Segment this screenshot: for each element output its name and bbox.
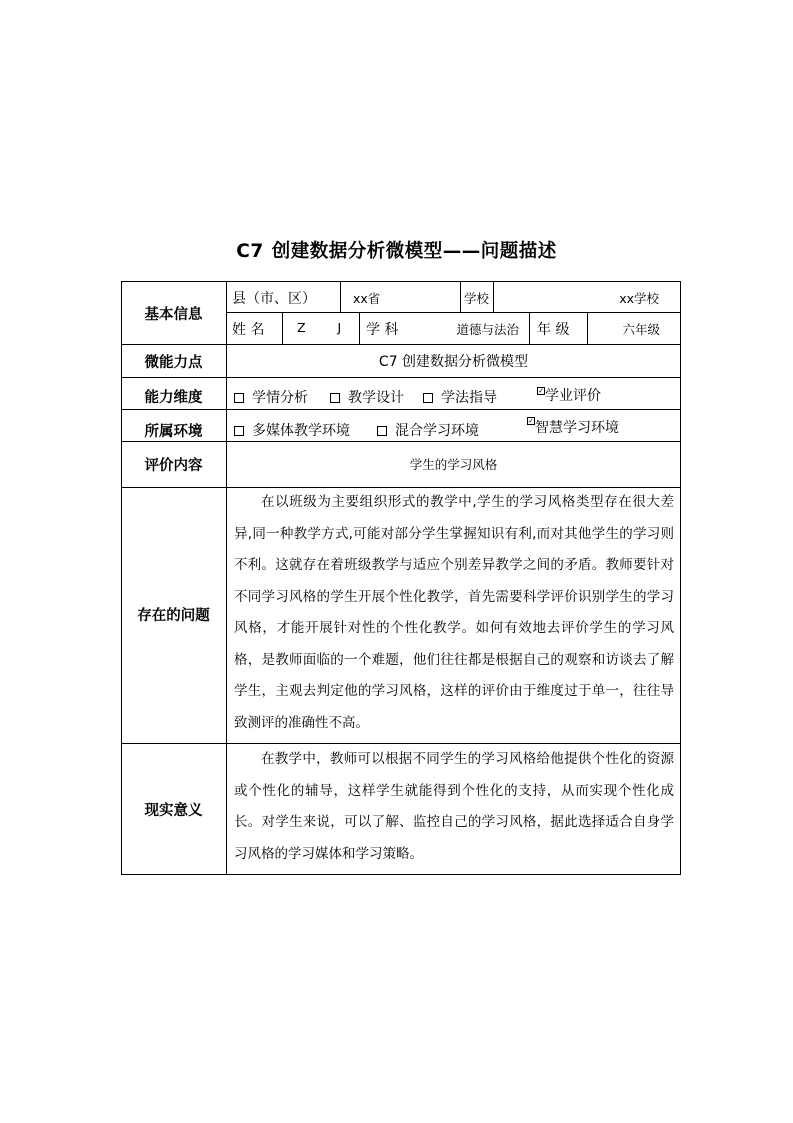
grade-value: 六年级 [622,322,660,337]
checked-checkbox-icon[interactable]: ✓ [528,417,534,425]
title-text: 创建数据分析微模型——问题描述 [271,241,557,262]
page-title [0,237,793,263]
significance-label: 现实意义 [144,803,203,819]
checkbox-icon[interactable] [377,426,387,436]
micro-ability-value: C7 创建数据分析微模型 [378,354,529,370]
environment-option-label: 多媒体教学环境 [252,423,350,439]
environment-label: 所属环境 [144,424,203,440]
name-label: 姓 名 [232,322,265,338]
title-code: C7 [236,241,264,262]
form-table [121,281,681,875]
ability-option-label: 教学设计 [348,390,404,406]
micro-ability-label: 微能力点 [144,355,203,371]
environment-option-0[interactable] [234,420,350,440]
cell-divider [340,281,341,312]
environment-option-label: 智慧学习环境 [535,420,619,436]
school-value: xx学校 [619,291,659,306]
ability-option-label: 学业评价 [545,388,601,404]
checked-checkbox-icon[interactable]: ✓ [538,387,544,395]
evaluation-label: 评价内容 [144,458,203,474]
checkbox-icon[interactable] [330,393,340,403]
row-divider [121,441,681,442]
table-border-right [680,281,681,875]
ability-option-0[interactable] [234,387,308,407]
ability-option-2[interactable] [423,387,497,407]
ability-option-label: 学情分析 [252,390,308,406]
row-divider [121,409,681,410]
province-value: xx省 [353,291,381,306]
basic-info-label: 基本信息 [144,307,203,323]
school-label: 学校 [463,291,489,306]
subject-label: 学 科 [366,322,399,338]
row-divider [121,344,681,345]
table-border-bottom [121,874,681,875]
significance-text: 在教学中，教师可以根据不同学生的学习风格给他提供个性化的资源或个性化的辅导，这样学生就能得到个性化的支持，从而实现个性化成长。对学生来说，可以了解、监控自己的学习风格，据此选择适合自身学习风格的学习媒体和学习策略。 [234,751,674,862]
cell-divider [493,281,494,312]
problem-text: 在以班级为主要组织形式的教学中,学生的学习风格类型存在很大差异,同一种教学方式,可能对部分学生掌握知识有利,而对其他学生的学习则不利。这就存在着班级教学与适应个别差异教学之间的矛盾。教师要针对不同学习风格的学生开展个性化教学，首先需要科学评价识别学生的学习风格，才能开展针对性的个性化教学。如何有效地去评价学生的学习风格，是教师面临的一个难题，他们往往都是根据自己的观察和访谈去了解学生，主观去判定他的学习风格，这样的评价由于维度过于单一，往往导致测评的准确性不高。 [234,494,674,731]
county-label: 县（市、区） [232,291,316,307]
checkbox-icon[interactable] [423,393,433,403]
evaluation-value: 学生的学习风格 [409,457,498,472]
grade-label: 年 级 [537,322,570,338]
environment-option-label: 混合学习环境 [395,423,479,439]
row-divider [121,377,681,378]
name-value: Z J [297,320,356,335]
subject-value: 道德与法治 [456,322,519,337]
ability-option-1[interactable] [330,387,404,407]
checkbox-icon[interactable] [234,426,244,436]
ability-dimension-label: 能力维度 [144,390,203,406]
table-border-top [121,281,681,282]
cell-divider [282,312,283,344]
ability-option-label: 学法指导 [441,390,497,406]
cell-divider [529,312,530,344]
problem-label: 存在的问题 [137,608,210,624]
environment-option-1[interactable] [377,420,479,440]
checkbox-icon[interactable] [234,393,244,403]
row-divider [226,312,681,313]
